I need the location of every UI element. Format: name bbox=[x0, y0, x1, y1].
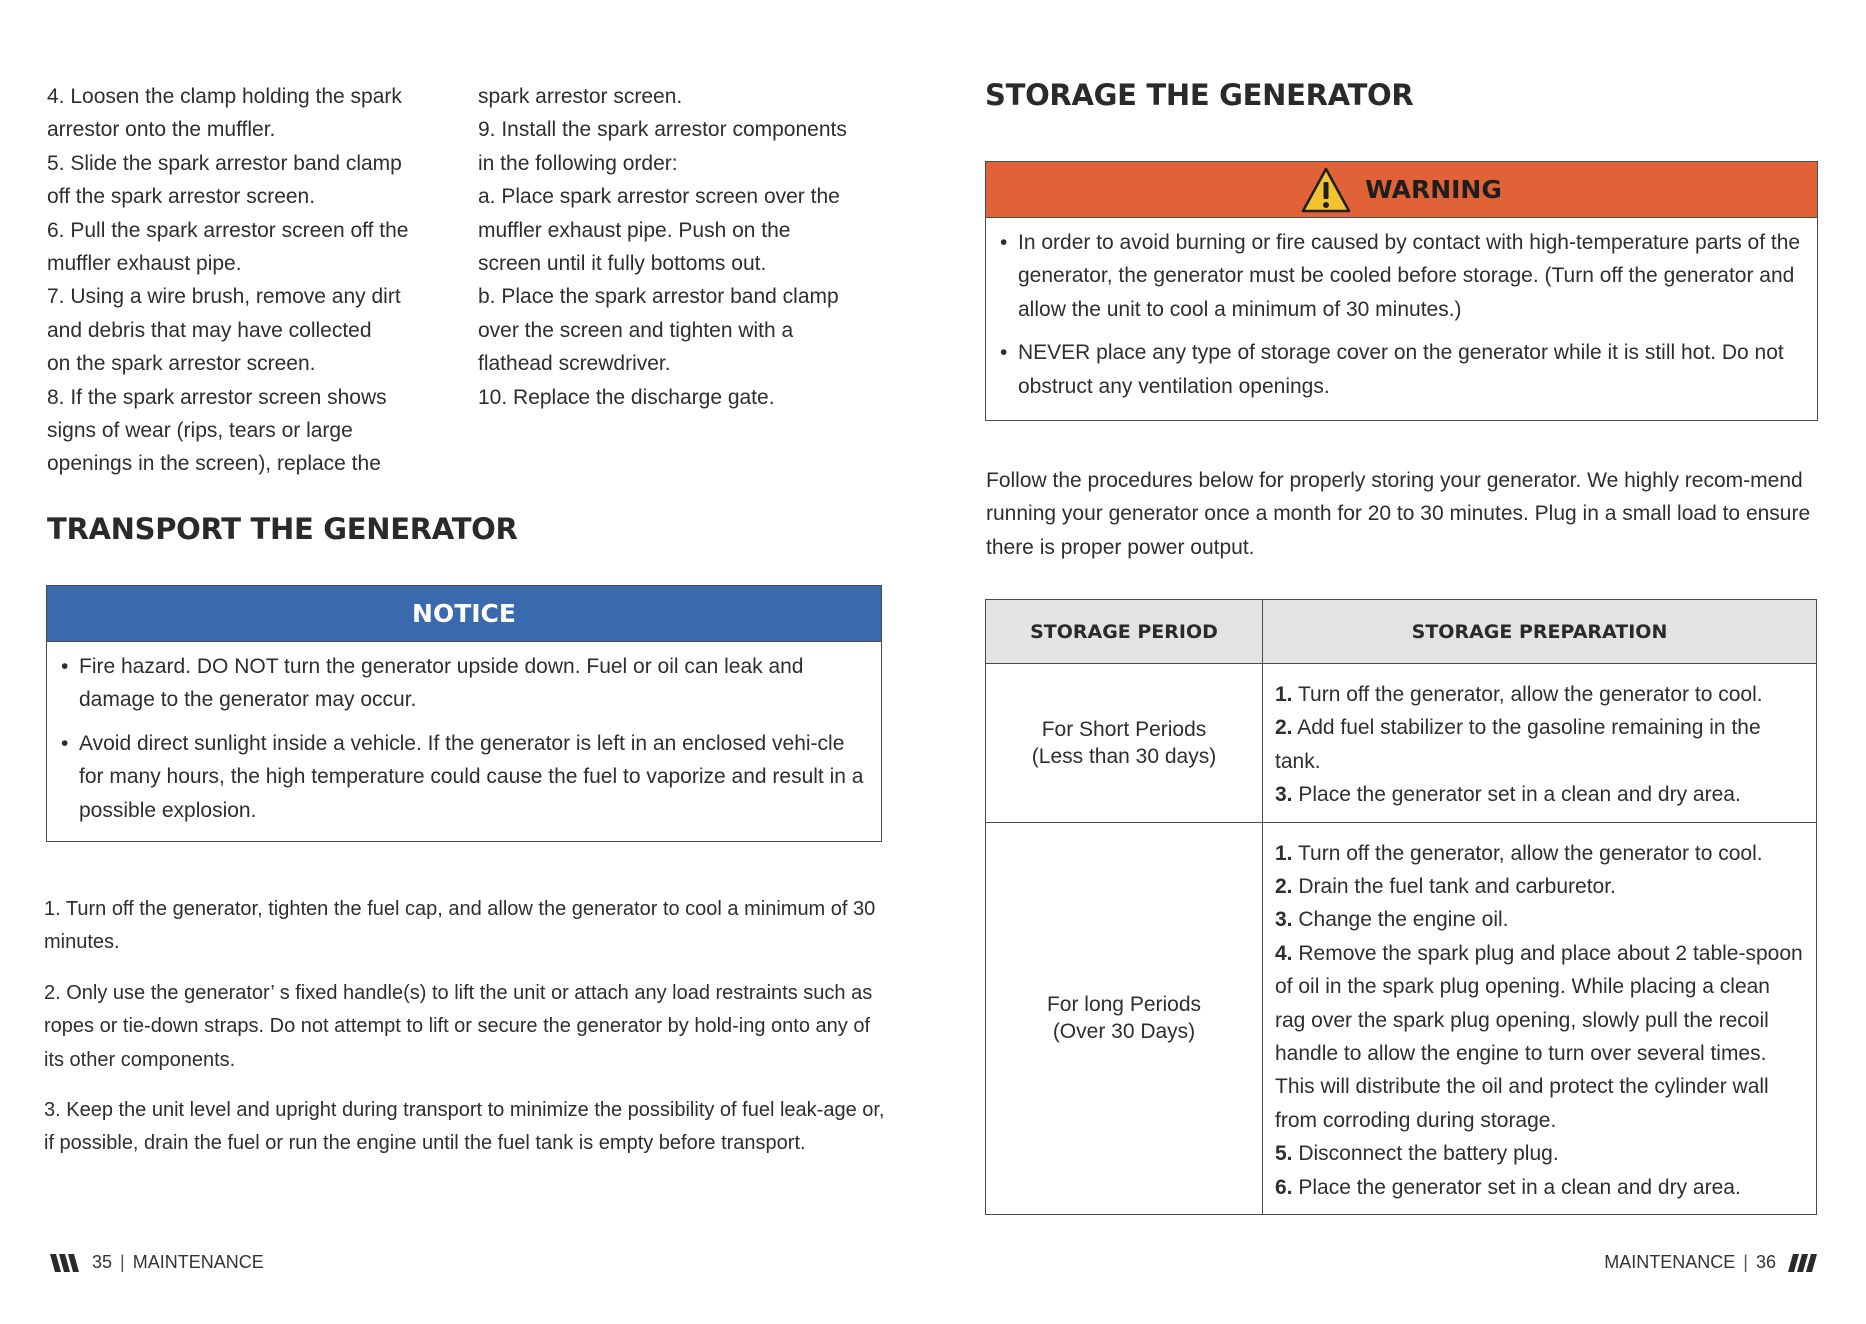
step-text: a. Place spark arrestor screen over the muffler exhaust pipe. Push on the screen until it fully bottoms out. bbox=[478, 185, 840, 276]
prep-step-text: Turn off the generator, allow the generator to cool. bbox=[1292, 841, 1763, 865]
transport-steps bbox=[44, 893, 889, 1178]
prep-step-number: 4. bbox=[1275, 941, 1293, 965]
warning-box bbox=[985, 161, 1818, 421]
prep-step-text: Change the engine oil. bbox=[1292, 908, 1509, 932]
notice-box bbox=[46, 585, 882, 842]
prep-step-text: Turn off the generator, allow the generator to cool. bbox=[1292, 683, 1763, 706]
stripes-logo-icon bbox=[50, 1254, 80, 1272]
prep-step-text: Disconnect the battery plug. bbox=[1292, 1142, 1559, 1166]
table-header-row bbox=[986, 600, 1817, 664]
prep-step bbox=[1275, 837, 1804, 870]
transport-step: 2. Only use the generator’ s fixed handle(s) to lift the unit or attach any load restraints such as ropes or tie-down straps. Do not attempt to lift or secure the generator by hold-ing onto any of its other components. bbox=[44, 981, 873, 1071]
transport-step: 1. Turn off the generator, tighten the fuel cap, and allow the generator to cool a minimum of 30 minutes. bbox=[44, 898, 876, 954]
notice-bullet-text: Fire hazard. DO NOT turn the generator upside down. Fuel or oil can leak and damage to the generator may occur. bbox=[79, 655, 804, 712]
prep-step bbox=[1275, 711, 1804, 778]
step-text: 6. Pull the spark arrestor screen off the muffler exhaust pipe. bbox=[47, 218, 409, 276]
notice-header bbox=[47, 586, 881, 642]
prep-step-text: Remove the spark plug and place about 2 table-spoon of oil in the spark plug opening. While placing a clean rag over the spark plug opening, slowly pull the recoil handle to allow the engine to turn over several times. This will distribute the oil and protect the cylinder wall from corroding during storage. bbox=[1275, 941, 1803, 1132]
notice-bullet bbox=[59, 650, 867, 717]
prep-step-number: 2. bbox=[1275, 875, 1293, 899]
prep-step-number: 3. bbox=[1275, 783, 1293, 807]
step-text: spark arrestor screen. bbox=[478, 85, 683, 108]
footer-right bbox=[1604, 1252, 1818, 1273]
prep-step-number: 2. bbox=[1275, 716, 1293, 740]
spark-arrestor-steps-col-a bbox=[47, 80, 447, 481]
prep-step bbox=[1275, 1137, 1804, 1170]
warning-triangle-icon bbox=[1301, 167, 1351, 213]
step-text: 10. Replace the discharge gate. bbox=[478, 385, 775, 409]
prep-step-number: 6. bbox=[1275, 1175, 1293, 1199]
transport-section-title: TRANSPORT THE GENERATOR bbox=[47, 512, 518, 546]
bullet-dot-icon: • bbox=[1000, 231, 1008, 254]
page-number: 36 bbox=[1755, 1252, 1776, 1272]
prep-step-text: Place the generator set in a clean and dry area. bbox=[1292, 1175, 1741, 1199]
step-text: 9. Install the spark arrestor components in the following order: bbox=[478, 118, 847, 175]
warning-bullet bbox=[998, 226, 1803, 326]
footer-divider: | bbox=[120, 1252, 125, 1272]
prep-step-text: Drain the fuel tank and carburetor. bbox=[1292, 875, 1616, 899]
prep-step bbox=[1275, 903, 1804, 936]
table-header-preparation: STORAGE PREPARATION bbox=[1263, 600, 1817, 664]
step-text: 4. Loosen the clamp holding the spark arrestor onto the muffler. bbox=[47, 85, 402, 142]
notice-bullet-text: Avoid direct sunlight inside a vehicle. If the generator is left in an enclosed vehi-cle for many hours, the high temperature could cause the fuel to vaporize and result in a possible explosion. bbox=[79, 731, 864, 822]
footer-section: MAINTENANCE bbox=[1604, 1252, 1736, 1272]
warning-bullet-text: In order to avoid burning or fire caused by contact with high-temperature parts of the generator, the generator must be cooled before storage. (Turn off the generator and allow the unit to cool a minimum of 30 minutes.) bbox=[1018, 231, 1801, 321]
prep-step bbox=[1275, 678, 1804, 711]
step-text: 7. Using a wire brush, remove any dirt and debris that may have collected on the spark arrestor screen. bbox=[47, 285, 401, 376]
notice-header-label: NOTICE bbox=[412, 599, 516, 628]
storage-period-cell: For long Periods (Over 30 Days) bbox=[986, 822, 1263, 1214]
warning-body bbox=[986, 218, 1817, 403]
notice-body bbox=[47, 642, 881, 827]
storage-period-cell: For Short Periods (Less than 30 days) bbox=[986, 664, 1263, 823]
storage-intro: Follow the procedures below for properly storing your generator. We highly recom-mend running your generator once a month for 20 to 30 minutes. Plug in a small load to ensure there is proper power output. bbox=[986, 469, 1811, 559]
prep-step-number: 1. bbox=[1275, 683, 1293, 706]
stripes-logo-icon bbox=[1788, 1254, 1818, 1272]
warning-header bbox=[986, 162, 1817, 218]
storage-section-title: STORAGE THE GENERATOR bbox=[985, 78, 1414, 112]
table-row bbox=[986, 822, 1817, 1214]
warning-bullet bbox=[998, 336, 1803, 403]
table-row bbox=[986, 664, 1817, 823]
bullet-dot-icon: • bbox=[61, 731, 69, 755]
footer-left bbox=[50, 1252, 264, 1273]
step-text: b. Place the spark arrestor band clamp over the screen and tighten with a flathead screwdriver. bbox=[478, 285, 839, 376]
step-text: 5. Slide the spark arrestor band clamp off the spark arrestor screen. bbox=[47, 151, 402, 209]
table-header-period: STORAGE PERIOD bbox=[986, 600, 1263, 664]
bullet-dot-icon: • bbox=[1000, 341, 1008, 365]
prep-step-number: 1. bbox=[1275, 841, 1293, 865]
prep-step-number: 3. bbox=[1275, 908, 1293, 932]
prep-step-number: 5. bbox=[1275, 1142, 1293, 1166]
storage-preparation-cell bbox=[1263, 822, 1817, 1214]
prep-step bbox=[1275, 937, 1804, 1137]
prep-step bbox=[1275, 778, 1804, 811]
warning-header-label: WARNING bbox=[1365, 175, 1502, 204]
transport-step: 3. Keep the unit level and upright during transport to minimize the possibility of fuel leak-age or, if possible, drain the fuel or run the engine until the fuel tank is empty before transport. bbox=[44, 1099, 885, 1155]
page-number: 35 bbox=[92, 1252, 113, 1272]
footer-divider: | bbox=[1743, 1252, 1748, 1272]
warning-bullet-text: NEVER place any type of storage cover on the generator while it is still hot. Do not obstruct any ventilation openings. bbox=[1018, 341, 1784, 398]
prep-step bbox=[1275, 870, 1804, 903]
step-text: 8. If the spark arrestor screen shows signs of wear (rips, tears or large openings in the screen), replace the bbox=[47, 385, 387, 476]
footer-section: MAINTENANCE bbox=[132, 1252, 264, 1272]
notice-bullet bbox=[59, 727, 867, 827]
prep-step bbox=[1275, 1171, 1804, 1204]
storage-preparation-cell bbox=[1263, 664, 1817, 823]
spark-arrestor-steps-col-b bbox=[478, 80, 908, 414]
prep-step-text: Add fuel stabilizer to the gasoline remaining in the tank. bbox=[1275, 716, 1761, 773]
storage-table bbox=[985, 599, 1817, 1215]
bullet-dot-icon: • bbox=[61, 655, 69, 678]
prep-step-text: Place the generator set in a clean and dry area. bbox=[1292, 783, 1741, 807]
